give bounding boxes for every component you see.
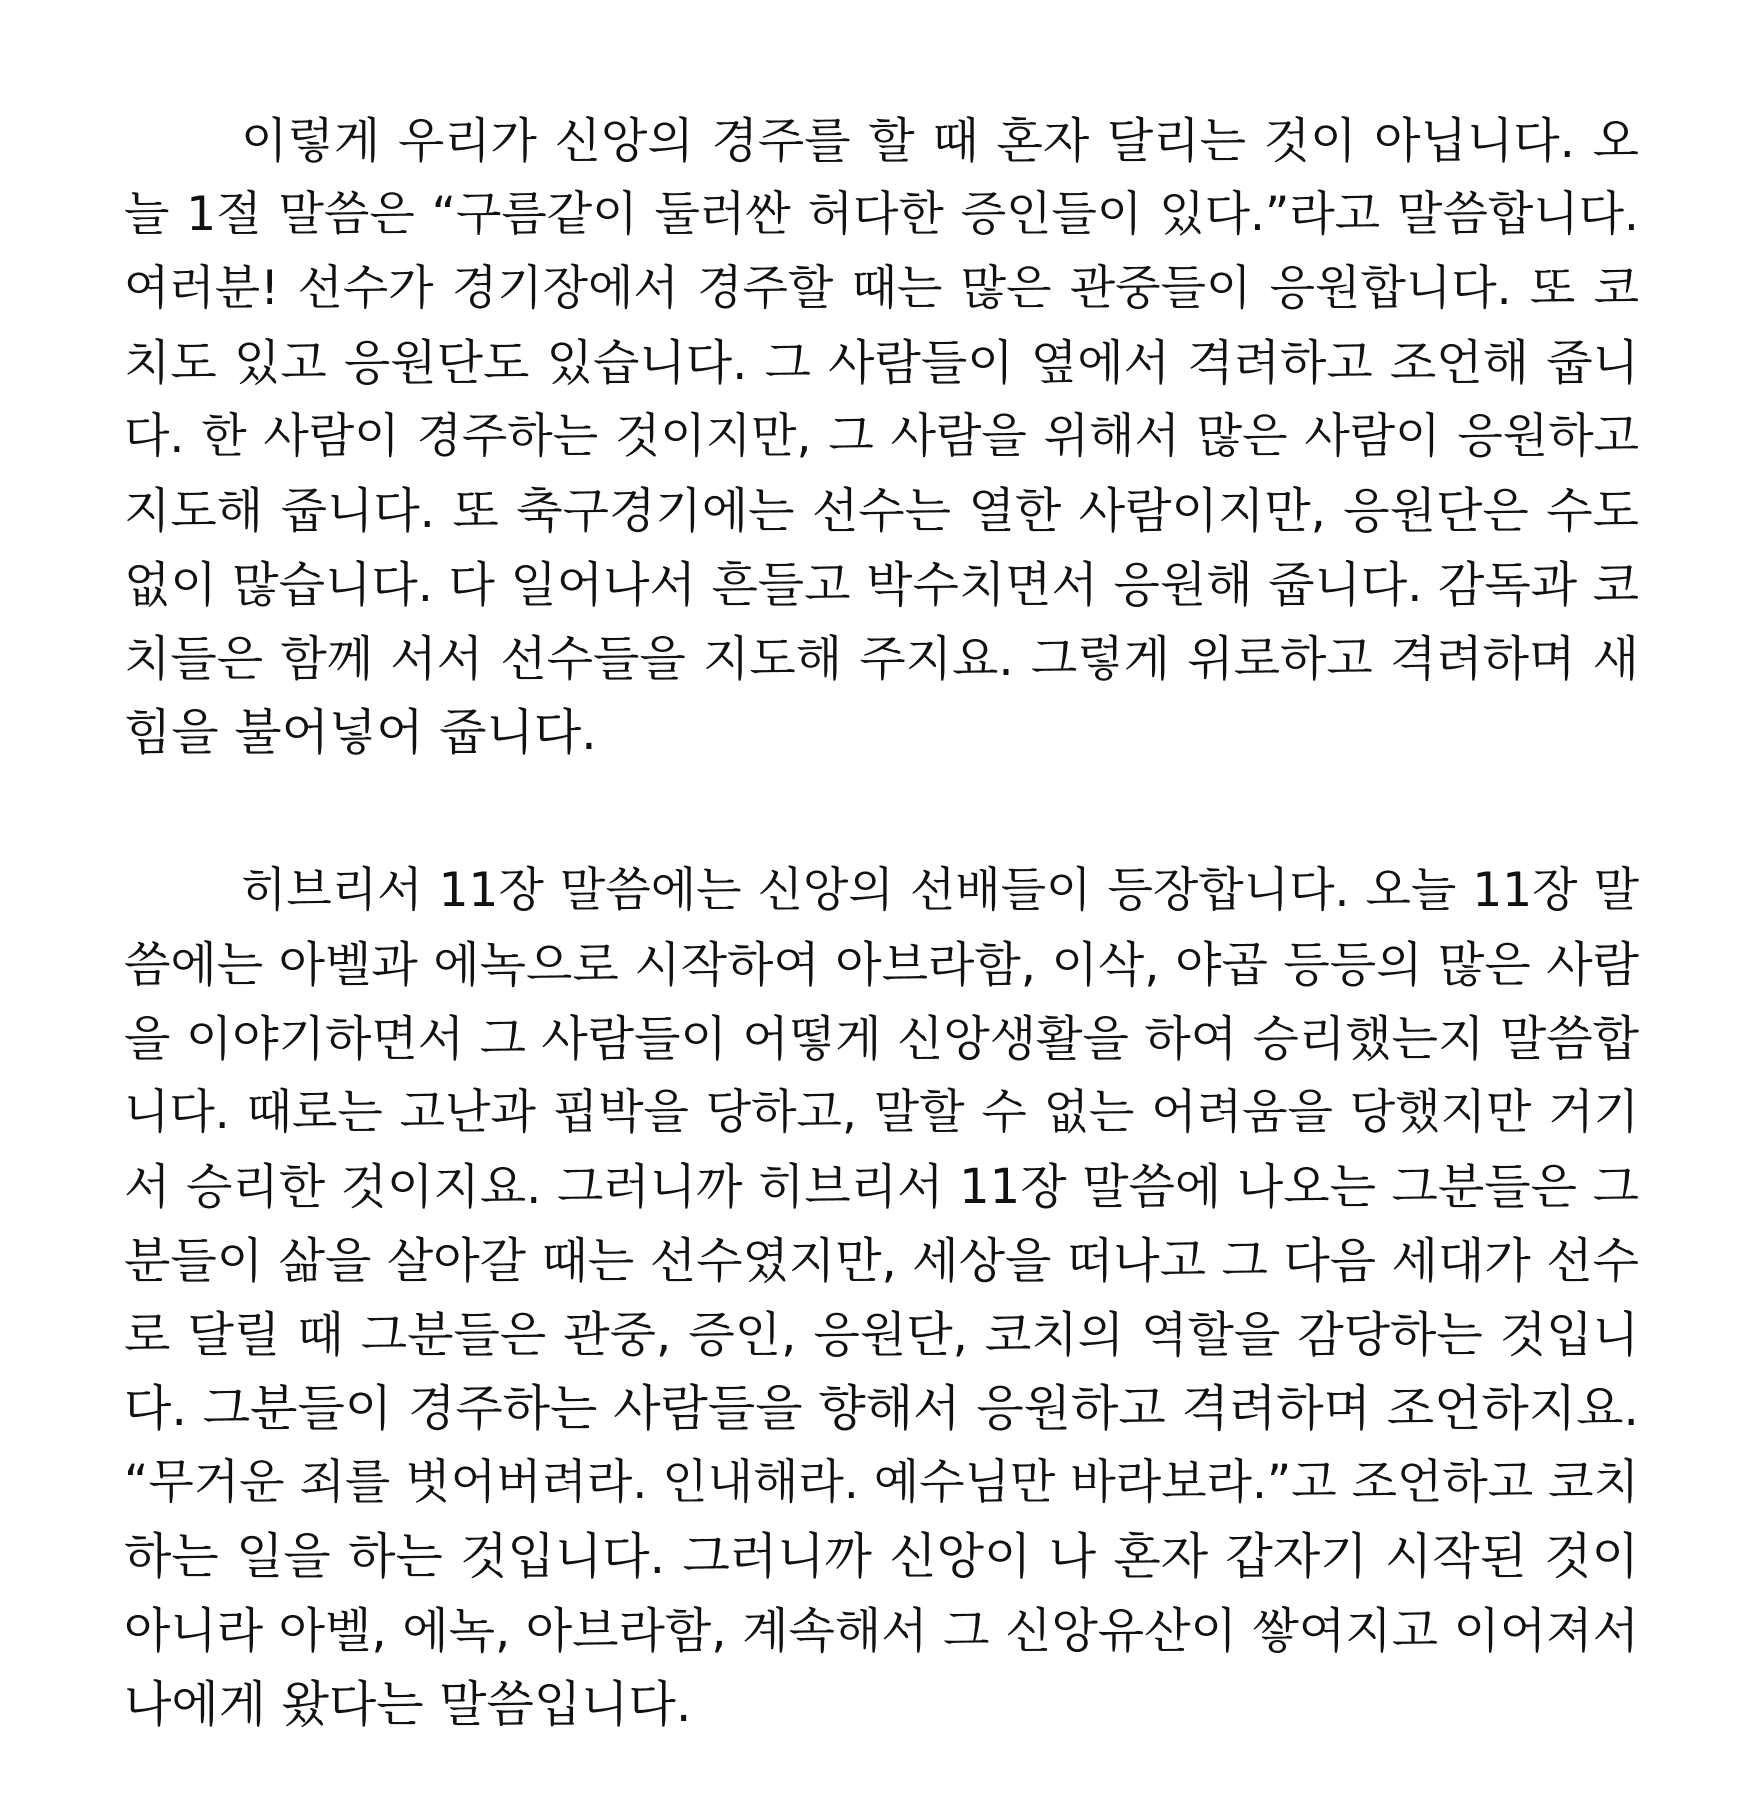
paragraph-gap	[124, 770, 1639, 854]
text-line: 을 이야기하면서 그 사람들이 어떻게 신앙생활을 하여 승리했는지 말씀합	[124, 1011, 1639, 1067]
text-line: 치들은 함께 서서 선수들을 지도해 주지요. 그렇게 위로하고 격려하며 새	[124, 631, 1639, 687]
text-line: 여러분! 선수가 경기장에서 경주할 때는 많은 관중들이 응원합니다. 또 코	[124, 261, 1639, 316]
text-line: 하는 일을 하는 것입니다. 그러니까 신앙이 나 혼자 갑자기 시작된 것이	[124, 1528, 1639, 1585]
text-line: 아니라 아벨, 에녹, 아브라함, 계속해서 그 신앙유산이 쌓여지고 이어져서	[124, 1603, 1639, 1659]
paragraph-1	[124, 104, 1639, 770]
text-line: “무거운 죄를 벗어버려라. 인내해라. 예수님만 바라보라.”고 조언하고 코치	[124, 1455, 1639, 1510]
document-page	[124, 104, 1639, 1742]
text-line: 지도해 줍니다. 또 축구경기에는 선수는 열한 사람이지만, 응원단은 수도	[124, 483, 1639, 539]
paragraph-2	[124, 854, 1639, 1742]
text-line: 히브리서 11장 말씀에는 신앙의 선배들이 등장합니다. 오늘 11장 말	[241, 863, 1639, 918]
text-line: 서 승리한 것이지요. 그러니까 히브리서 11장 말씀에 나오는 그분들은 그	[124, 1159, 1639, 1215]
text-line: 치도 있고 응원단도 있습니다. 그 사람들이 옆에서 격려하고 조언해 줍니	[124, 335, 1639, 391]
text-line: 니다. 때로는 고난과 핍박을 당하고, 말할 수 없는 어려움을 당했지만 거기	[124, 1085, 1639, 1140]
text-line: 다. 그분들이 경주하는 사람들을 향해서 응원하고 격려하며 조언하지요.	[124, 1380, 1639, 1437]
text-line: 로 달릴 때 그분들은 관중, 증인, 응원단, 코치의 역할을 감당하는 것입니	[124, 1307, 1639, 1363]
text-line: 나에게 왔다는 말씀입니다.	[124, 1676, 692, 1733]
text-line: 늘 1절 말씀은 “구름같이 둘러싼 허다한 증인들이 있다.”라고 말씀합니다.	[124, 187, 1639, 242]
text-line: 씀에는 아벨과 에녹으로 시작하여 아브라함, 이삭, 야곱 등등의 많은 사람	[124, 937, 1639, 993]
text-line: 분들이 삶을 살아갈 때는 선수였지만, 세상을 떠나고 그 다음 세대가 선수	[124, 1233, 1639, 1289]
text-line: 없이 많습니다. 다 일어나서 흔들고 박수치면서 응원해 줍니다. 감독과 코	[124, 557, 1639, 613]
text-line: 다. 한 사람이 경주하는 것이지만, 그 사람을 위해서 많은 사람이 응원하고	[124, 409, 1639, 464]
text-line: 이렇게 우리가 신앙의 경주를 할 때 혼자 달리는 것이 아닙니다. 오	[241, 113, 1639, 169]
text-line: 힘을 불어넣어 줍니다.	[124, 704, 597, 761]
